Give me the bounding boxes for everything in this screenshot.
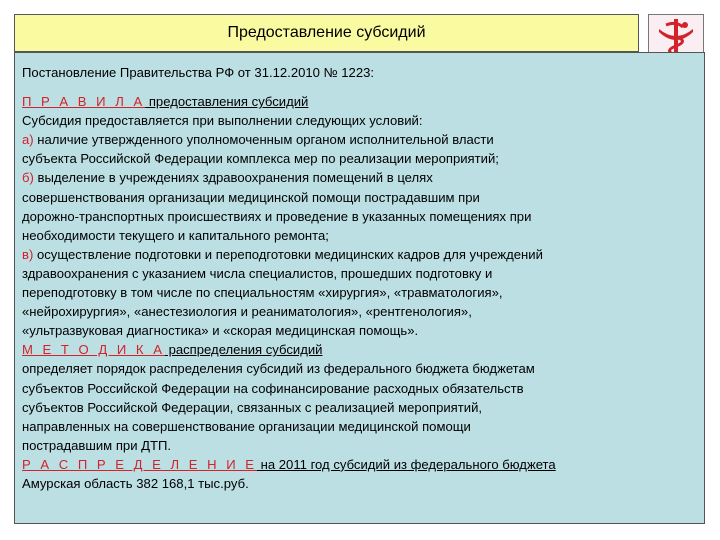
condition-a-line: субъекта Российской Федерации комплекса мер по реализации мероприятий;: [22, 151, 499, 167]
condition-c-line: «ультразвуковая диагностика» и «скорая медицинская помощь».: [22, 323, 419, 339]
distribution-line: Амурская область 382 168,1 тыс.руб.: [22, 475, 249, 491]
slide-title: Предоставление субсидий: [14, 14, 639, 52]
method-line: направленных на совершенствование организации медицинской помощи: [22, 418, 471, 434]
condition-b-marker: б): [22, 170, 34, 186]
condition-b-text: выделение в учреждениях здравоохранения помещений в целях: [33, 170, 433, 186]
content-panel: [14, 52, 705, 524]
method-line: субъектов Российской Федерации на софинансирование расходных обязательств: [22, 380, 524, 396]
condition-b: [22, 168, 694, 187]
condition-a: [22, 130, 694, 149]
method-heading: [22, 340, 694, 359]
condition-a-text: наличие утвержденного уполномоченным органом исполнительной власти: [33, 132, 494, 148]
condition-c-line: здравоохранения с указанием числа специалистов, прошедших подготовку и: [22, 265, 493, 281]
method-heading-rest: распределения субсидий: [164, 342, 323, 358]
condition-b-line: совершенствования организации медицинской помощи пострадавшим при: [22, 189, 480, 205]
rules-heading-keyword: П Р А В И Л А: [22, 94, 146, 110]
condition-c-line: «нейрохирургия», «анестезиология и реаниматология», «рентгенология»,: [22, 304, 472, 320]
method-line: пострадавшим при ДТП.: [22, 437, 172, 453]
condition-c-marker: в): [22, 246, 34, 262]
distribution-heading: [22, 455, 694, 474]
distribution-heading-rest: на 2011 год субсидий из федерального бюджета: [256, 456, 556, 472]
condition-c: [22, 245, 694, 264]
distribution-heading-keyword: Р А С П Р Е Д Е Л Е Н И Е: [22, 456, 257, 472]
condition-c-line: переподготовку в том числе по специальностям «хирургия», «травматология»,: [22, 285, 503, 301]
method-line: определяет порядок распределения субсидий из федерального бюджета бюджетам: [22, 361, 535, 377]
condition-c-text: осуществление подготовки и переподготовки медицинских кадров для учреждений: [33, 246, 543, 262]
rules-heading-rest: предоставления субсидий: [145, 94, 309, 110]
condition-b-line: дорожно-транспортных происшествиях и проведение в указанных помещениях при: [22, 208, 532, 224]
condition-b-line: необходимости текущего и капитального ремонта;: [22, 227, 329, 243]
method-heading-keyword: М Е Т О Д И К А: [22, 342, 165, 358]
condition-a-marker: а): [22, 132, 34, 148]
rules-heading: [22, 92, 694, 111]
decree-text: Постановление Правительства РФ от 31.12.2010 № 1223:: [22, 65, 375, 80]
rules-intro: Субсидия предоставляется при выполнении следующих условий:: [22, 113, 423, 129]
method-line: субъектов Российской Федерации, связанных с реализацией мероприятий,: [22, 399, 483, 415]
